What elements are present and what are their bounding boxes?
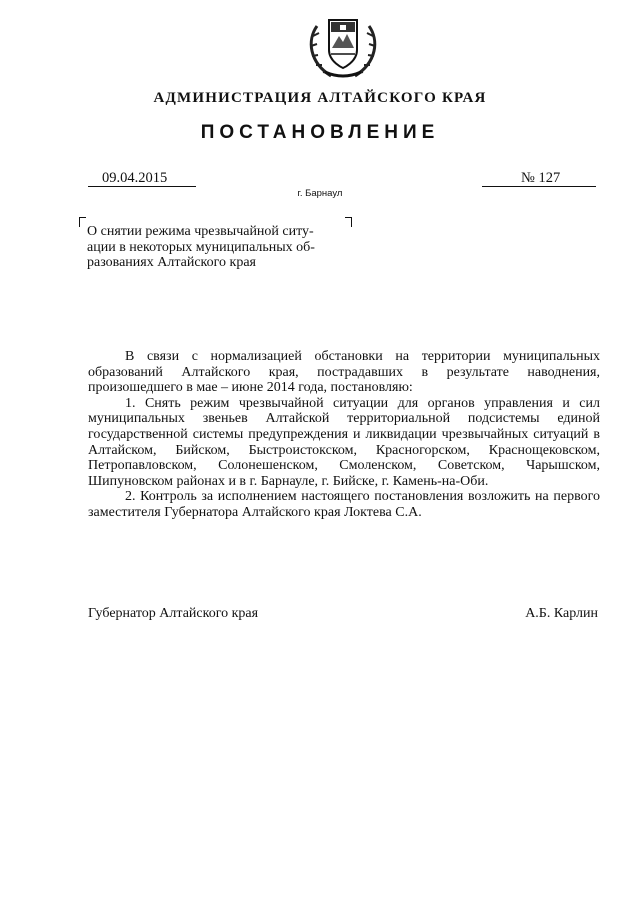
body-paragraph: 2. Контроль за исполнением настоящего постановления возложить на первого заместителя Губернатора Алтайского края Локтева С.А. (88, 489, 600, 520)
organization-name: АДМИНИСТРАЦИЯ АЛТАЙСКОГО КРАЯ (153, 90, 487, 106)
number-underline (482, 186, 596, 187)
coat-of-arms-icon (301, 14, 385, 80)
signatory-position: Губернатор Алтайского края (88, 606, 259, 621)
document-date: 09.04.2015 (102, 170, 168, 186)
body-paragraph: В связи с нормализацией обстановки на территории муниципальных образований Алтайского края, пострадавших в результате наводнения, произошедшего в мае – июне 2014 года, постановляю: (88, 349, 600, 396)
city: г. Барнаул (297, 188, 343, 199)
document-subject (87, 224, 347, 271)
document-number: № 127 (521, 170, 561, 186)
signatory-name: А.Б. Карлин (525, 606, 598, 621)
subject-bracket-left (79, 217, 86, 227)
subject-line: О снятии режима чрезвычайной ситу- (87, 224, 314, 239)
subject-line: ации в некоторых муниципальных об- (87, 239, 315, 255)
body-paragraph: 1. Снять режим чрезвычайной ситуации для органов управления и сил муниципальных звеньев Алтайской территориальной подсистемы единой государственной системы предупреждения и ликвидации чрезвычайных ситуаций в Алтайском, Бийском, Быстроистокском, Красногорском, Краснощековском, Петропавловском, Солонешенском, Смоленском, Советском, Чарышском, Шипуновском районах и в г. Барнауле, г. Бийске, г. Камень-на-Оби. (88, 395, 600, 489)
document-type: ПОСТАНОВЛЕНИЕ (200, 122, 440, 143)
date-underline (88, 186, 196, 187)
document-body (88, 349, 600, 521)
subject-line: разованиях Алтайского края (87, 255, 256, 270)
